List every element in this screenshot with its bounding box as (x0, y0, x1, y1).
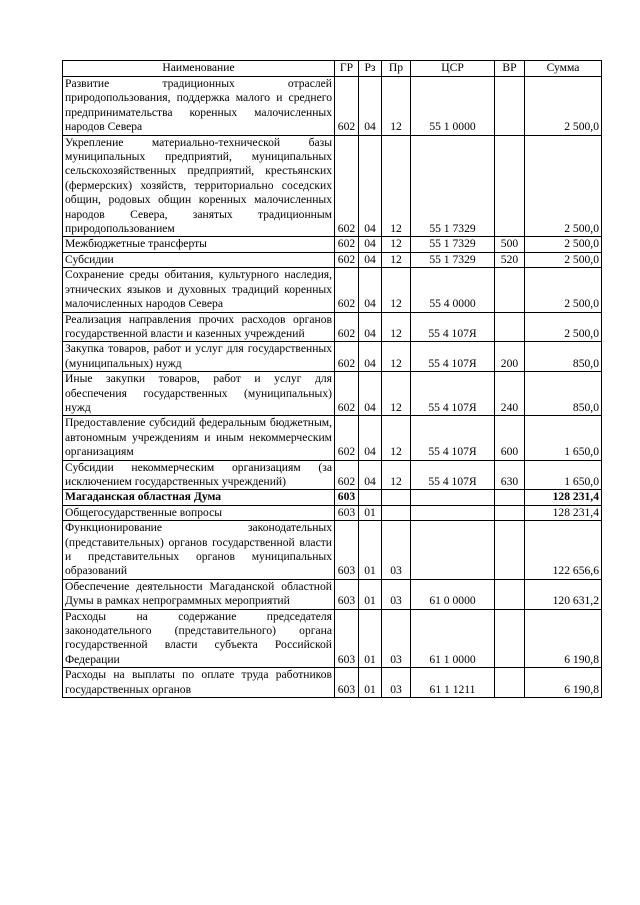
cell-rz: 04 (359, 342, 382, 372)
cell-vr (495, 579, 525, 609)
cell-gr: 602 (335, 460, 359, 490)
cell-name: Магаданская областная Дума (63, 490, 335, 505)
cell-rz (359, 490, 382, 505)
header-gr: ГР (335, 61, 359, 77)
cell-name: Функционирование законодательных (представительных) органов государственной власти и представительных органов муниципальных образований (63, 521, 335, 580)
table-row (63, 490, 602, 505)
cell-rz: 04 (359, 237, 382, 252)
cell-vr (495, 521, 525, 580)
cell-csr: 61 1 0000 (411, 609, 495, 668)
cell-sum: 850,0 (525, 372, 602, 416)
cell-sum: 128 231,4 (525, 490, 602, 505)
cell-pr: 12 (382, 135, 411, 237)
cell-gr: 603 (335, 505, 359, 520)
cell-csr: 55 1 0000 (411, 77, 495, 136)
cell-rz: 04 (359, 268, 382, 312)
cell-sum: 6 190,8 (525, 609, 602, 668)
cell-name: Обеспечение деятельности Магаданской областной Думы в рамках непрограммных мероприятий (63, 579, 335, 609)
cell-pr: 03 (382, 668, 411, 698)
cell-sum: 2 500,0 (525, 135, 602, 237)
cell-name: Развитие традиционных отраслей природопользования, поддержка малого и среднего предпринимательства коренных малочисленных народов Севера (63, 77, 335, 136)
cell-csr: 55 4 107Я (411, 372, 495, 416)
cell-pr: 12 (382, 252, 411, 267)
table-row (63, 505, 602, 520)
cell-gr: 602 (335, 77, 359, 136)
cell-csr (411, 490, 495, 505)
cell-pr (382, 490, 411, 505)
cell-gr: 602 (335, 252, 359, 267)
cell-pr: 12 (382, 460, 411, 490)
cell-rz: 01 (359, 521, 382, 580)
cell-rz: 01 (359, 579, 382, 609)
cell-pr: 12 (382, 372, 411, 416)
header-pr: Пр (382, 61, 411, 77)
cell-gr: 603 (335, 579, 359, 609)
cell-csr: 55 4 107Я (411, 342, 495, 372)
cell-csr: 55 4 0000 (411, 268, 495, 312)
cell-pr: 03 (382, 579, 411, 609)
table-body (63, 77, 602, 698)
header-rz: Рз (359, 61, 382, 77)
cell-rz: 01 (359, 505, 382, 520)
cell-csr: 55 1 7329 (411, 252, 495, 267)
cell-gr: 602 (335, 135, 359, 237)
table-row (63, 460, 602, 490)
cell-sum: 2 500,0 (525, 77, 602, 136)
cell-sum: 1 650,0 (525, 416, 602, 460)
cell-name: Сохранение среды обитания, культурного наследия, этнических языков и духовных традиций коренных малочисленных народов Севера (63, 268, 335, 312)
cell-sum: 850,0 (525, 342, 602, 372)
cell-sum: 2 500,0 (525, 312, 602, 342)
table-row (63, 521, 602, 580)
table-row (63, 268, 602, 312)
cell-rz: 04 (359, 460, 382, 490)
cell-csr: 55 4 107Я (411, 312, 495, 342)
cell-name: Субсидии (63, 252, 335, 267)
header-row (63, 61, 602, 77)
cell-sum: 6 190,8 (525, 668, 602, 698)
header-csr: ЦСР (411, 61, 495, 77)
cell-rz: 04 (359, 135, 382, 237)
header-name: Наименование (63, 61, 335, 77)
cell-sum: 2 500,0 (525, 237, 602, 252)
cell-pr (382, 505, 411, 520)
cell-vr: 240 (495, 372, 525, 416)
cell-name: Субсидии некоммерческим организациям (за исключением государственных учреждений) (63, 460, 335, 490)
table-row (63, 609, 602, 668)
table-row (63, 579, 602, 609)
cell-pr: 12 (382, 268, 411, 312)
cell-vr (495, 490, 525, 505)
cell-rz: 04 (359, 416, 382, 460)
cell-vr: 200 (495, 342, 525, 372)
cell-gr: 602 (335, 416, 359, 460)
cell-vr (495, 312, 525, 342)
cell-csr (411, 505, 495, 520)
cell-rz: 04 (359, 77, 382, 136)
cell-csr: 61 0 0000 (411, 579, 495, 609)
cell-vr (495, 505, 525, 520)
cell-gr: 603 (335, 668, 359, 698)
cell-vr (495, 77, 525, 136)
cell-pr: 03 (382, 521, 411, 580)
table-row (63, 237, 602, 252)
budget-table (62, 60, 602, 698)
cell-gr: 603 (335, 609, 359, 668)
cell-vr (495, 135, 525, 237)
cell-rz: 04 (359, 252, 382, 267)
cell-pr: 12 (382, 342, 411, 372)
table-row (63, 416, 602, 460)
cell-sum: 120 631,2 (525, 579, 602, 609)
header-vr: ВР (495, 61, 525, 77)
cell-rz: 01 (359, 668, 382, 698)
cell-name: Иные закупки товаров, работ и услуг для обеспечения государственных (муниципальных) нужд (63, 372, 335, 416)
cell-gr: 603 (335, 490, 359, 505)
table-row (63, 252, 602, 267)
cell-csr: 55 1 7329 (411, 135, 495, 237)
cell-vr: 630 (495, 460, 525, 490)
table-row (63, 668, 602, 698)
cell-name: Укрепление материально-технической базы муниципальных предприятий, муниципальных сельскохозяйственных предприятий, крестьянских (фермерских) хозяйств, территориально соседских общин, родовых общин коренных малочисленных народов Севера, занятых традиционным природопользованием (63, 135, 335, 237)
cell-csr: 55 4 107Я (411, 416, 495, 460)
cell-name: Реализация направления прочих расходов органов государственной власти и казенных учреждений (63, 312, 335, 342)
cell-sum: 2 500,0 (525, 252, 602, 267)
cell-vr (495, 609, 525, 668)
table-row (63, 312, 602, 342)
cell-gr: 602 (335, 342, 359, 372)
cell-vr: 500 (495, 237, 525, 252)
cell-name: Закупка товаров, работ и услуг для государственных (муниципальных) нужд (63, 342, 335, 372)
cell-pr: 03 (382, 609, 411, 668)
cell-name: Расходы на содержание председателя законодательного (представительного) органа государственной власти субъекта Российской Федерации (63, 609, 335, 668)
cell-pr: 12 (382, 77, 411, 136)
cell-pr: 12 (382, 312, 411, 342)
cell-csr: 55 4 107Я (411, 460, 495, 490)
cell-rz: 04 (359, 372, 382, 416)
cell-vr: 600 (495, 416, 525, 460)
table-row (63, 372, 602, 416)
cell-name: Расходы на выплаты по оплате труда работников государственных органов (63, 668, 335, 698)
cell-csr: 55 1 7329 (411, 237, 495, 252)
cell-sum: 122 656,6 (525, 521, 602, 580)
cell-name: Межбюджетные трансферты (63, 237, 335, 252)
cell-vr (495, 668, 525, 698)
table-row (63, 342, 602, 372)
cell-pr: 12 (382, 416, 411, 460)
cell-vr: 520 (495, 252, 525, 267)
cell-pr: 12 (382, 237, 411, 252)
cell-rz: 01 (359, 609, 382, 668)
cell-csr (411, 521, 495, 580)
cell-gr: 602 (335, 312, 359, 342)
cell-sum: 128 231,4 (525, 505, 602, 520)
cell-name: Предоставление субсидий федеральным бюджетным, автономным учреждениям и иным некоммерческим организациям (63, 416, 335, 460)
header-sum: Сумма (525, 61, 602, 77)
cell-name: Общегосударственные вопросы (63, 505, 335, 520)
cell-csr: 61 1 1211 (411, 668, 495, 698)
cell-gr: 602 (335, 237, 359, 252)
cell-sum: 2 500,0 (525, 268, 602, 312)
cell-vr (495, 268, 525, 312)
cell-gr: 602 (335, 268, 359, 312)
cell-gr: 602 (335, 372, 359, 416)
cell-rz: 04 (359, 312, 382, 342)
table-row (63, 77, 602, 136)
cell-gr: 603 (335, 521, 359, 580)
table-row (63, 135, 602, 237)
cell-sum: 1 650,0 (525, 460, 602, 490)
